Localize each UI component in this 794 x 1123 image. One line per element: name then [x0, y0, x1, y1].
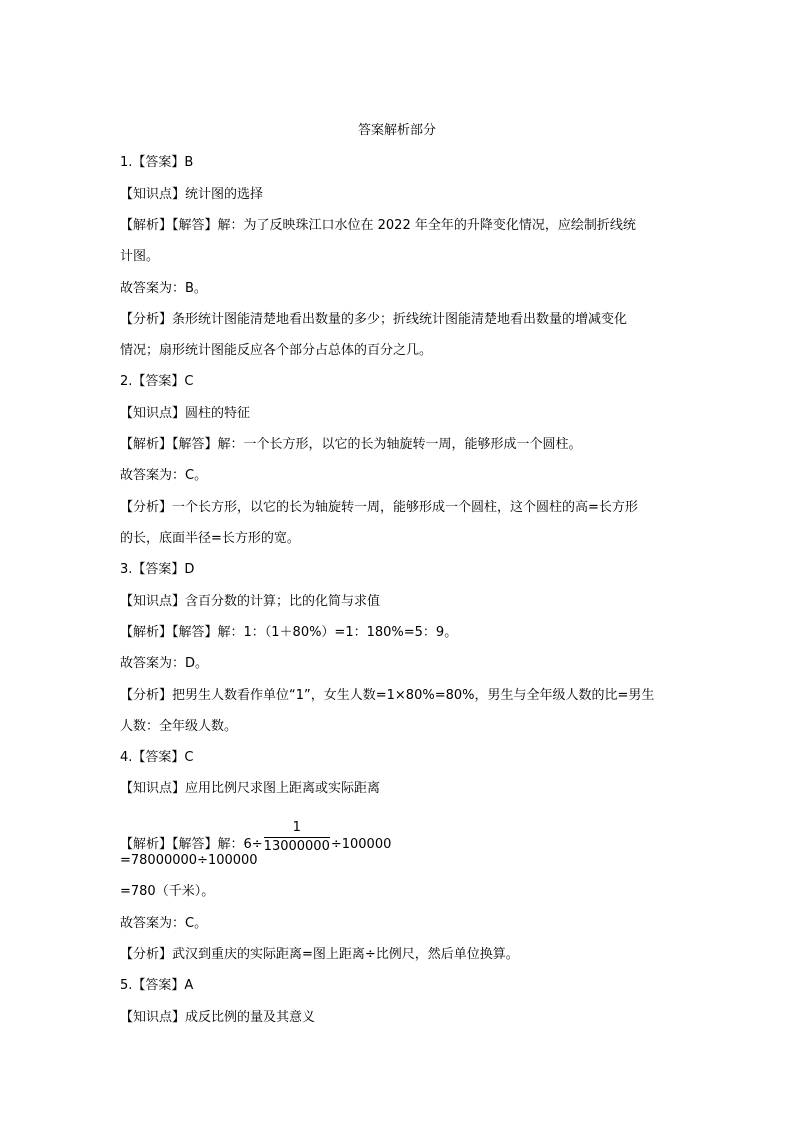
q4-knowledge-point: 【知识点】应用比例尺求图上距离或实际距离: [120, 781, 381, 796]
fraction-numerator: 1: [292, 820, 301, 835]
q1-knowledge-point: 【知识点】统计图的选择: [120, 187, 264, 202]
q2-analysis-line-2: 的长，底面半径=长方形的宽。: [120, 531, 300, 546]
q2-analysis-line-1: 【分析】一个长方形，以它的长为轴旋转一周，能够形成一个圆柱，这个圆柱的高=长方形: [120, 500, 638, 515]
q4-explanation-suffix: ÷100000: [330, 837, 392, 852]
q2-answer: 2.【答案】C: [120, 374, 194, 389]
q3-analysis-line-2: 人数：全年级人数。: [120, 719, 238, 734]
q4-step-1: =78000000÷100000: [120, 853, 258, 868]
q1-explanation-line-1: 【解析】【解答】解：为了反映珠江口水位在 2022 年全年的升降变化情况，应绘制折线统: [120, 218, 636, 233]
q4-explanation-prefix: 【解析】【解答】解：6÷: [120, 837, 263, 852]
q1-answer: 1.【答案】B: [120, 155, 194, 170]
page-title: 答案解析部分: [357, 123, 436, 138]
q4-answer: 4.【答案】C: [120, 750, 194, 765]
q3-answer: 3.【答案】D: [120, 562, 195, 577]
q4-analysis: 【分析】武汉到重庆的实际距离=图上距离÷比例尺，然后单位换算。: [120, 947, 519, 962]
q3-analysis-line-1: 【分析】把男生人数看作单位“1”，女生人数=1×80%=80%，男生与全年级人数的比=男生: [120, 688, 655, 703]
q1-analysis-line-2: 情况；扇形统计图能反应各个部分占总体的百分之几。: [120, 343, 433, 358]
q4-final-answer: 故答案为：C。: [120, 916, 208, 931]
q1-final-answer: 故答案为：B。: [120, 281, 207, 296]
q1-analysis-line-1: 【分析】条形统计图能清楚地看出数量的多少；折线统计图能清楚地看出数量的增减变化: [120, 312, 628, 327]
q3-explanation: 【解析】【解答】解：1：（1＋80%）=1：180%=5：9。: [120, 625, 458, 640]
q2-explanation: 【解析】【解答】解：一个长方形，以它的长为轴旋转一周，能够形成一个圆柱。: [120, 437, 582, 452]
q3-final-answer: 故答案为：D。: [120, 656, 209, 671]
scale-fraction: [264, 819, 330, 856]
q3-knowledge-point: 【知识点】含百分数的计算；比的化简与求值: [120, 594, 381, 609]
fraction-denominator: 13000000: [263, 839, 330, 854]
q5-knowledge-point: 【知识点】成反比例的量及其意义: [120, 1010, 316, 1025]
q4-step-2: =780（千米）。: [120, 884, 215, 899]
q5-answer: 5.【答案】A: [120, 978, 194, 993]
q2-knowledge-point: 【知识点】圆柱的特征: [120, 406, 251, 421]
q2-final-answer: 故答案为：C。: [120, 468, 208, 483]
q1-explanation-line-2: 计图。: [120, 249, 160, 264]
